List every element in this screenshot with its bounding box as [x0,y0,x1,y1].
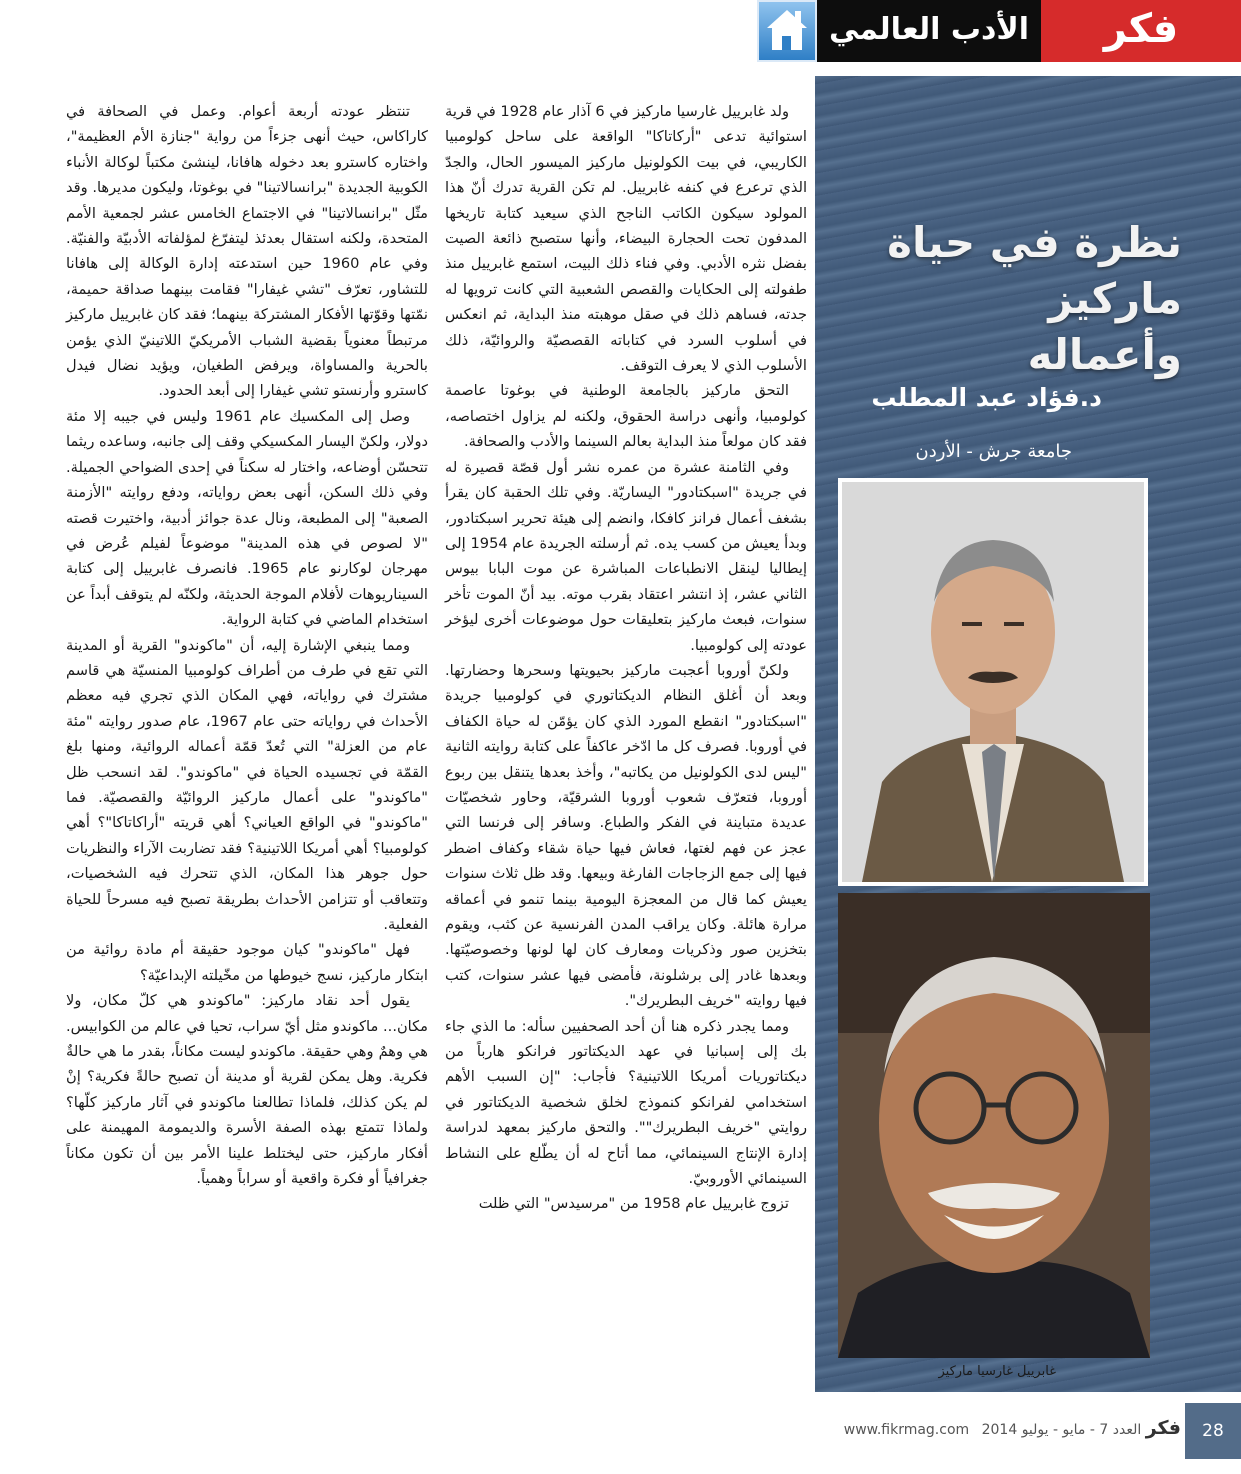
footer-info [844,1417,1181,1439]
title-line-2: وأعماله [1027,330,1182,379]
article-title [820,215,1182,383]
footer-brand: فكر [1145,1417,1181,1439]
paragraph: ومما يجدر ذكره هنا أن أحد الصحفيين سأله: ما الذي جاء بك إلى إسبانيا في عهد الديكتاتور فرانكو هارباً من ديكتاتوريات أمريكا اللاتينية؟ فأجاب: "إن السبب الأهم استخدامي لفرانكو كنموذج لخلق شخصية الديكتاتور في روايتي "خريف البطريرك"". والتحق ماركيز بمعهد لدراسة إدارة الإنتاج السينمائي، مما أتاح له أن يطّلع على النشاط السينمائي الأوروبيّ. [445,1017,807,1188]
paragraph: ولكنّ أوروبا أعجبت ماركيز بحيويتها وسحرها وحضارتها. وبعد أن أغلق النظام الديكتاتوري في كولومبيا جريدة "اسبكتادور" انقطع المورد الذي كان يؤمّن له حياة الكفاف في أوروبا. فصرف كل ما ادّخر عاكفاً على كتابة روايته الثانية "ليس لدى الكولونيل من يكاتبه"، وأخذ بعدها يتنقل بين ربوع أوروبا، فتعرّف شعوب أوروبا الشرقيّة، وحاور شخصيّات عديدة متباينة في الفكر والطباع. وسافر إلى فرنسا التي عجز عن فهم لغتها، فعاش فيها حياة شقاء وكفاف اضطر فيها إلى جمع الزجاجات الفارغة وبيعها. وقد ظل ثلاث سنوات يعيش كما قال من المعجزة اليومية بينما تنمو في أعماقه مرارة هائلة. وكان يراقب المدن الفرنسية عن كثب، ويقوم بتخزين صور وذكريات ومعارف كان لها لونها وخصوصيّتها. وبعدها غادر إلى برشلونة، فأمضى فيها عشر سنوات، كتب فيها روايته "خريف البطريرك". [445,661,807,1010]
page-footer [822,1403,1241,1453]
author-photo [838,478,1148,886]
issue-info: العدد 7 - مايو - يوليو 2014 [981,1422,1142,1438]
author-affiliation: جامعة جرش - الأردن [915,441,1072,462]
website-link[interactable]: www.fikrmag.com [843,1422,970,1438]
paragraph: فهل "ماكوندو" كيان موجود حقيقة أم مادة روائية من ابتكار ماركيز، نسج خيوطها من مخّيلته الإبداعيّة؟ [66,941,428,984]
paragraph: وفي الثامنة عشرة من عمره نشر أول قصّة قصيرة له في جريدة "اسبكتادور" اليساريّة. وفي تلك الحقبة كان يقرأ بشغف أعمال فرانز كافكا، وانضم إلى هيئة تحرير اسبكتادور، وبدأ يعيش من كسب يده. ثم أرسلته الجريدة عام 1954 إلى إيطاليا لينقل الانطباعات المباشرة عن موت البابا بيوس الثاني عشر، إذ انتشر اعتقاد بقرب موته. بيد أنّ الموت تأخر سنوات، فبعث ماركيز بتعليقات حول موضوعات أخرى ليؤخر عودته إلى كولومبيا. [445,458,807,654]
marquez-portrait-image [838,893,1150,1358]
paragraph: تنتظر عودته أربعة أعوام. وعمل في الصحافة في كاراكاس، حيث أنهى جزءاً من رواية "جنازة الأم العظيمة"، واختاره كاسترو بعد دخوله هافانا، لينشئ مكتباً لوكالة الأنباء الكوبية الجديدة "برانسالاتينا" في بوغوتا، وليكون مديرها. وقد مثّل "برانسالاتينا" في الاجتماع الخامس عشر لجمعية الأمم المتحدة، ولكنه استقال بعدئذ ليتفرّغ لمؤلفاته الأدبيّة والفنيّة. وفي عام 1960 حين استدعته إدارة الوكالة إلى هافانا للتشاور، تعرّف "تشي غيفارا" فقامت بينهما صداقة حميمة، نمّتها وقوّتها الأفكار المشتركة بينهما؛ فقد كان غابرييل ماركيز مرتبطاً معنوياً بقضية الشباب الأمريكيّ اللاتينيّ الذي يؤمن بالحرية والمساواة، ويرفض الطغيان، ويؤيد نضال فيدل كاسترو وأرنستو تشي غيفارا إلى أبعد الحدود. [66,103,428,400]
paragraph: يقول أحد نقاد ماركيز: "ماكوندو هي كلّ مكان، ولا مكان... ماكوندو مثل أيّ سراب، تحيا في عالم من الكوابيس. هي وهمٌ وهي حقيقة. ماكوندو ليست مكاناً، بقدر ما هي حالةٌ فكرية. وهل يمكن لقرية أو مدينة أن تصبح حالةً فكرية؟ إنْ لم يكن كذلك، فلماذا تطالعنا ماكوندو في آثار ماركيز كلّها؟ ولماذا تتمتع بهذه الصفة الأسرة والديمومة المهيمنة على أفكار ماركيز، حتى ليختلط علينا الأمر بين أن تكون مكاناً جغرافياً أو فكرة واقعية أو سراباً وهمياً. [66,992,428,1188]
article-column-right [445,99,807,1217]
paragraph: ولد غابرييل غارسيا ماركيز في 6 آذار عام 1928 في قرية استوائية تدعى "أركاتاكا" الواقعة على ساحل كولومبيا الكاريبي، في بيت الكولونيل ماركيز الميسور الحال، والجدّ الذي ترعرع في كنفه غابرييل. لم تكن القرية تدرك أنّ هذا المولود سيكون الكاتب الناجح الذي سيعيد كتابة تاريخها المدفون تحت الحجارة البيضاء، وأنها ستصبح ذائعة الصيت بفضل نثره الأدبي. وفي فناء ذلك البيت، استمع غابرييل منذ طفولته إلى الحكايات والقصص الشعبية التي كانت ترويها له جدته، فساهم ذلك في صقل موهبته منذ البداية، ثم انعكس في أسلوب السرد في كتاباته القصصيّة والروائيّة، ذلك الأسلوب الذي لا يعرف التوقف. [445,103,807,375]
photo-caption: غابرييل غارسيا ماركيز [938,1364,1056,1379]
page-number: 28 [1185,1403,1241,1459]
paragraph: وصل إلى المكسيك عام 1961 وليس في جيبه إلا مئة دولار، ولكنّ اليسار المكسيكي وقف إلى جانبه، وساعده ريثما تتحسّن أوضاعه، واختار له سكناً في إحدى الضواحي الجميلة. وفي ذلك السكن، أنهى بعض رواياته، ودفع روايته "الأزمنة الصعبة" إلى المطبعة، ونال عدة جوائز أدبية، واختيرت قصته "لا لصوص في هذه المدينة" موضوعاً لفيلم عُرض في مهرجان لوكارنو عام 1965. فانصرف غابرييل إلى كتابة السيناريوهات لأفلام الموجة الحديثة، ولكنّه لم يتوقف أبداً عن استخدام الماضي في كتابة الرواية. [66,407,428,629]
paragraph: ومما ينبغي الإشارة إليه، أن "ماكوندو" القرية أو المدينة التي تقع في طرف من أطراف كولومبيا المنسيّة هي قاسم مشترك في رواياته، فهي المكان الذي تجري فيه معظم الأحداث في رواياته حتى عام 1967، عام صدور روايته "مئة عام من العزلة" التي تُعدّ قمّة أعماله الروائية، ومنها بلغ القمّة في تجسيده الحياة في "ماكوندو". لقد انسحب ظل "ماكوندو" على أعمال ماركيز الروائيّة والقصصيّة. فما "ماكوندو" في الواقع العياني؟ أهي قريته "أراكاتاكا"؟ أهي كولومبيا؟ أهي أمريكا اللاتينية؟ فقد تضاربت الآراء والنظريات حول جوهر هذا المكان، الذي تتحرك فيه الشخصيات، وتتعاقب أو تتزامن الأحداث بطريقة تصبح فيه مسرحاً للحياة الفعلية. [66,636,428,933]
author-portrait-image [842,482,1144,882]
author-name: د.فؤاد عبد المطلب [871,383,1102,412]
paragraph: التحق ماركيز بالجامعة الوطنية في بوغوتا عاصمة كولومبيا، وأنهى دراسة الحقوق، ولكنه لم يزاول اختصاصه، فقد كان مولعاً منذ البداية بعالم السينما والأدب والصحافة. [445,382,807,451]
paragraph: تزوج غابرييل عام 1958 من "مرسيدس" التي ظلت [478,1195,789,1213]
title-line-1: نظرة في حياة ماركيز [887,218,1182,323]
article-column-left [66,99,428,1191]
section-title: الأدب العالمي [817,0,1041,62]
home-icon [767,10,807,28]
marquez-photo [838,893,1150,1358]
section-header [757,0,1241,62]
magazine-logo: فكر [1041,0,1241,62]
home-button[interactable] [757,0,817,62]
